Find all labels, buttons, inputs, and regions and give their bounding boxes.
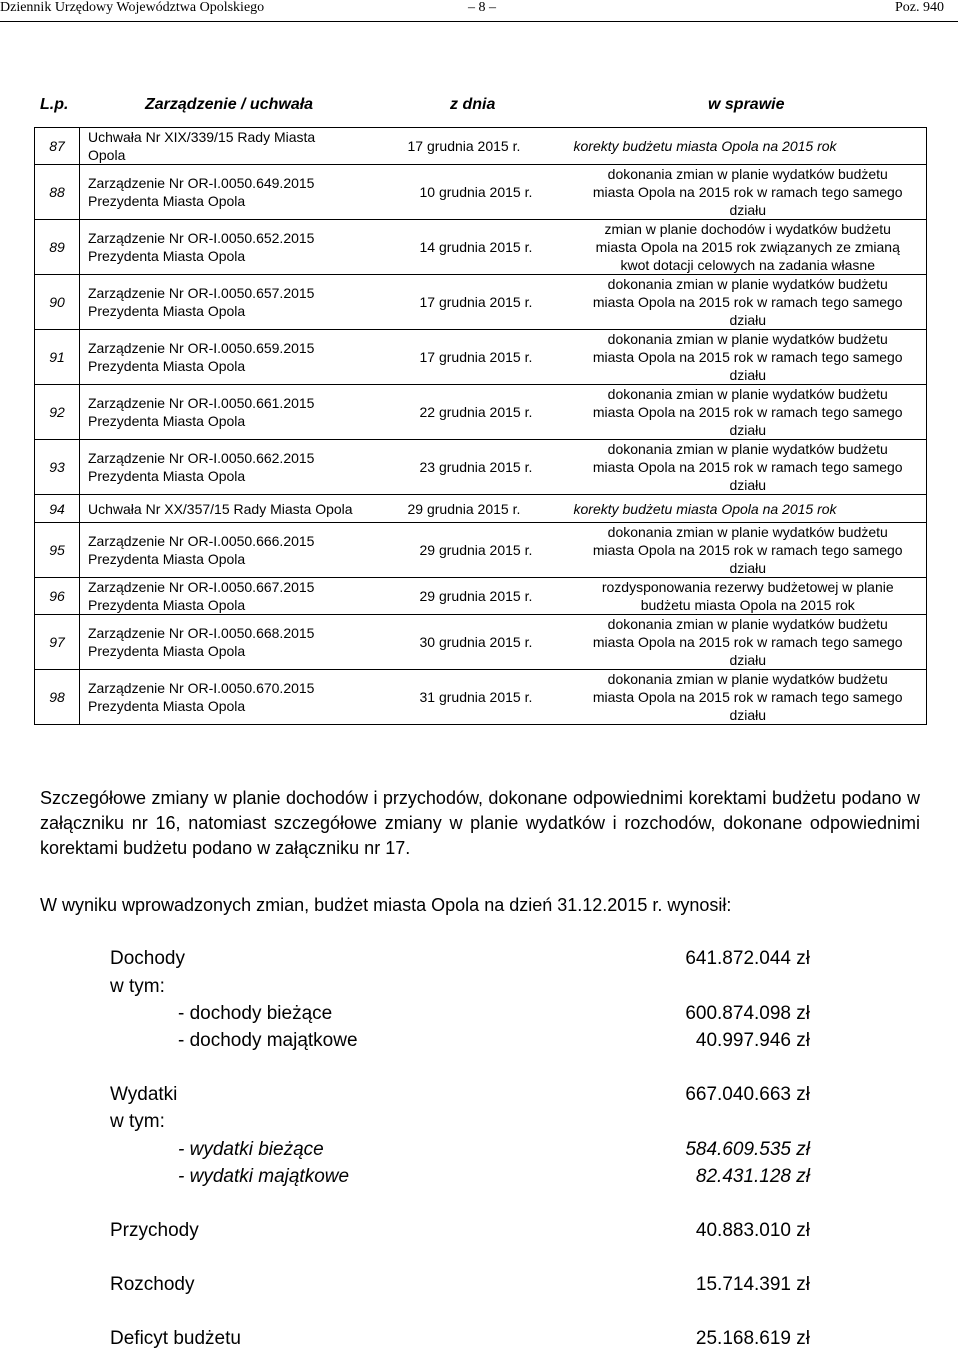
act-cell	[80, 670, 400, 725]
row-number: 88	[35, 165, 80, 220]
property-expenses-value: 82.431.128 zł	[695, 1166, 810, 1187]
date-cell: 30 grudnia 2015 r.	[400, 615, 570, 670]
act-cell	[80, 615, 400, 670]
act-line: Prezydenta Miasta Opola	[88, 468, 246, 484]
subject-line: dokonania zmian w planie wydatków budżetu	[607, 166, 888, 182]
act-line: Zarządzenie Nr OR-I.0050.652.2015	[88, 230, 315, 246]
act-line: Zarządzenie Nr OR-I.0050.649.2015	[88, 175, 315, 191]
row-number: 91	[35, 330, 80, 385]
date-cell: 29 grudnia 2015 r.	[400, 523, 570, 578]
table-row	[35, 385, 927, 440]
subject-cell	[570, 165, 927, 220]
property-income-value: 40.997.946 zł	[695, 1030, 810, 1051]
subject-line: dokonania zmian w planie wydatków budżetu	[607, 616, 888, 632]
revenues-label: Przychody	[110, 1220, 199, 1241]
act-line: Uchwała Nr XIX/339/15 Rady Miasta	[88, 129, 316, 145]
subject-line: działu	[729, 422, 767, 438]
subject-line: działu	[729, 367, 767, 383]
act-cell	[80, 523, 400, 578]
row-number: 87	[35, 128, 80, 165]
subject-line: dokonania zmian w planie wydatków budżetu	[607, 276, 888, 292]
act-cell	[80, 495, 400, 523]
subject-line: miasta Opola na 2015 rok w ramach tego samego	[592, 459, 903, 475]
act-line: Zarządzenie Nr OR-I.0050.666.2015	[88, 533, 315, 549]
subject-line: działu	[729, 707, 767, 723]
current-income-label: - dochody bieżące	[178, 1003, 333, 1024]
act-line: Zarządzenie Nr OR-I.0050.657.2015	[88, 285, 315, 301]
subject-cell	[570, 578, 927, 615]
row-number: 95	[35, 523, 80, 578]
subject-cell	[570, 128, 927, 165]
subject-line: miasta Opola na 2015 rok związanych ze zmianą	[595, 239, 900, 255]
property-income-label: - dochody majątkowe	[178, 1030, 358, 1051]
subject-line: miasta Opola na 2015 rok w ramach tego samego	[592, 184, 903, 200]
expenses-label: Wydatki	[110, 1084, 178, 1105]
row-number: 97	[35, 615, 80, 670]
date-cell: 22 grudnia 2015 r.	[400, 385, 570, 440]
table-row	[35, 330, 927, 385]
subject-line: działu	[729, 312, 767, 328]
act-line: Prezydenta Miasta Opola	[88, 643, 246, 659]
income-including-label: w tym:	[110, 976, 165, 997]
table-row	[35, 615, 927, 670]
deficit-value: 25.168.619 zł	[695, 1328, 810, 1349]
table-row	[35, 165, 927, 220]
paragraph-details: Szczegółowe zmiany w planie dochodów i przychodów, dokonane odpowiednimi korektami budżetu podano w załączniku nr 16, natomiast szczegółowe zmiany w planie wydatków i rozchodów, dokonane odpowiednimi korektami budżetu podano w załączniku nr 17.	[40, 788, 920, 858]
table-row	[35, 578, 927, 615]
table-row	[35, 128, 927, 165]
subject-cell	[570, 495, 927, 523]
subject-line: miasta Opola na 2015 rok w ramach tego samego	[592, 294, 903, 310]
row-number: 96	[35, 578, 80, 615]
subject-cell	[570, 275, 927, 330]
date-cell: 23 grudnia 2015 r.	[400, 440, 570, 495]
deficit-label: Deficyt budżetu	[110, 1328, 241, 1349]
subject-line: miasta Opola na 2015 rok w ramach tego samego	[592, 634, 903, 650]
subject-line: działu	[729, 560, 767, 576]
date-cell: 29 grudnia 2015 r.	[400, 495, 570, 523]
current-income-value: 600.874.098 zł	[685, 1003, 810, 1024]
acts-table	[34, 127, 927, 725]
date-cell: 17 grudnia 2015 r.	[400, 128, 570, 165]
row-number: 98	[35, 670, 80, 725]
subject-line: dokonania zmian w planie wydatków budżetu	[607, 524, 888, 540]
journal-title: Dziennik Urzędowy Województwa Opolskiego	[0, 0, 265, 15]
act-cell	[80, 165, 400, 220]
row-number: 93	[35, 440, 80, 495]
subject-line: kwot dotacji celowych na zadania własne	[620, 257, 875, 273]
act-cell	[80, 275, 400, 330]
table-row	[35, 220, 927, 275]
table-row	[35, 670, 927, 725]
subject-line: miasta Opola na 2015 rok w ramach tego samego	[592, 404, 903, 420]
subject-line: miasta Opola na 2015 rok w ramach tego samego	[592, 689, 903, 705]
subject-line: miasta Opola na 2015 rok w ramach tego samego	[592, 542, 903, 558]
date-cell: 31 grudnia 2015 r.	[400, 670, 570, 725]
act-cell	[80, 128, 400, 165]
subject-line: działu	[729, 477, 767, 493]
act-line: Prezydenta Miasta Opola	[88, 358, 246, 374]
subject-line: zmian w planie dochodów i wydatków budżetu	[604, 221, 891, 237]
subject-line: działu	[729, 652, 767, 668]
subject-cell	[570, 615, 927, 670]
act-cell	[80, 330, 400, 385]
subject-cell	[570, 523, 927, 578]
act-line: Zarządzenie Nr OR-I.0050.662.2015	[88, 450, 315, 466]
row-number: 89	[35, 220, 80, 275]
date-cell: 29 grudnia 2015 r.	[400, 578, 570, 615]
subject-cell	[570, 670, 927, 725]
subject-cell	[570, 220, 927, 275]
act-cell	[80, 220, 400, 275]
date-cell: 17 grudnia 2015 r.	[400, 275, 570, 330]
act-line: Prezydenta Miasta Opola	[88, 248, 246, 264]
subject-line: dokonania zmian w planie wydatków budżetu	[607, 441, 888, 457]
act-line: Zarządzenie Nr OR-I.0050.668.2015	[88, 625, 315, 641]
income-label: Dochody	[110, 948, 185, 969]
subject-cell	[570, 440, 927, 495]
act-line: Prezydenta Miasta Opola	[88, 303, 246, 319]
subject-line: działu	[729, 202, 767, 218]
act-line: Zarządzenie Nr OR-I.0050.661.2015	[88, 395, 315, 411]
row-number: 94	[35, 495, 80, 523]
subject-line: korekty budżetu miasta Opola na 2015 rok	[573, 138, 837, 154]
expenses-including-label: w tym:	[110, 1111, 165, 1132]
position-number: Poz. 940	[895, 0, 944, 15]
act-line: Prezydenta Miasta Opola	[88, 551, 246, 567]
act-line: Prezydenta Miasta Opola	[88, 698, 246, 714]
outflows-value: 15.714.391 zł	[695, 1274, 810, 1295]
act-line: Zarządzenie Nr OR-I.0050.667.2015	[88, 579, 315, 595]
property-expenses-label: - wydatki majątkowe	[178, 1166, 350, 1187]
revenues-value: 40.883.010 zł	[695, 1220, 810, 1241]
outflows-label: Rozchody	[110, 1274, 195, 1295]
subject-line: rozdysponowania rezerwy budżetowej w planie	[601, 579, 894, 595]
table-row	[35, 440, 927, 495]
page-number: – 8 –	[468, 0, 496, 15]
expenses-value: 667.040.663 zł	[685, 1084, 810, 1105]
subject-line: miasta Opola na 2015 rok w ramach tego samego	[592, 349, 903, 365]
paragraph-budget-intro: W wyniku wprowadzonych zmian, budżet miasta Opola na dzień 31.12.2015 r. wynosił:	[40, 895, 732, 915]
page-header	[0, 0, 960, 20]
date-cell: 17 grudnia 2015 r.	[400, 330, 570, 385]
row-number: 92	[35, 385, 80, 440]
current-expenses-label: - wydatki bieżące	[178, 1139, 324, 1160]
table-row	[35, 275, 927, 330]
table-row	[35, 495, 927, 523]
current-expenses-value: 584.609.535 zł	[685, 1139, 810, 1160]
subject-line: dokonania zmian w planie wydatków budżetu	[607, 331, 888, 347]
subject-line: budżetu miasta Opola na 2015 rok	[640, 597, 855, 613]
column-header-date: z dnia	[450, 96, 496, 113]
column-header-subject: w sprawie	[708, 96, 785, 113]
income-value: 641.872.044 zł	[685, 948, 810, 969]
subject-cell	[570, 330, 927, 385]
date-cell: 14 grudnia 2015 r.	[400, 220, 570, 275]
act-line: Uchwała Nr XX/357/15 Rady Miasta Opola	[88, 500, 353, 517]
row-number: 90	[35, 275, 80, 330]
subject-cell	[570, 385, 927, 440]
act-cell	[80, 578, 400, 615]
act-line: Prezydenta Miasta Opola	[88, 597, 246, 613]
act-line: Prezydenta Miasta Opola	[88, 413, 246, 429]
header-rule	[0, 21, 958, 22]
act-line: Zarządzenie Nr OR-I.0050.659.2015	[88, 340, 315, 356]
table-row	[35, 523, 927, 578]
column-header-act: Zarządzenie / uchwała	[145, 96, 314, 113]
date-cell: 10 grudnia 2015 r.	[400, 165, 570, 220]
act-line: Prezydenta Miasta Opola	[88, 193, 246, 209]
column-header-lp: L.p.	[40, 96, 69, 113]
act-cell	[80, 440, 400, 495]
subject-line: dokonania zmian w planie wydatków budżetu	[607, 671, 888, 687]
act-line: Opola	[88, 147, 126, 163]
act-cell	[80, 385, 400, 440]
act-line: Zarządzenie Nr OR-I.0050.670.2015	[88, 680, 315, 696]
subject-line: dokonania zmian w planie wydatków budżetu	[607, 386, 888, 402]
subject-line: korekty budżetu miasta Opola na 2015 rok	[573, 500, 837, 517]
